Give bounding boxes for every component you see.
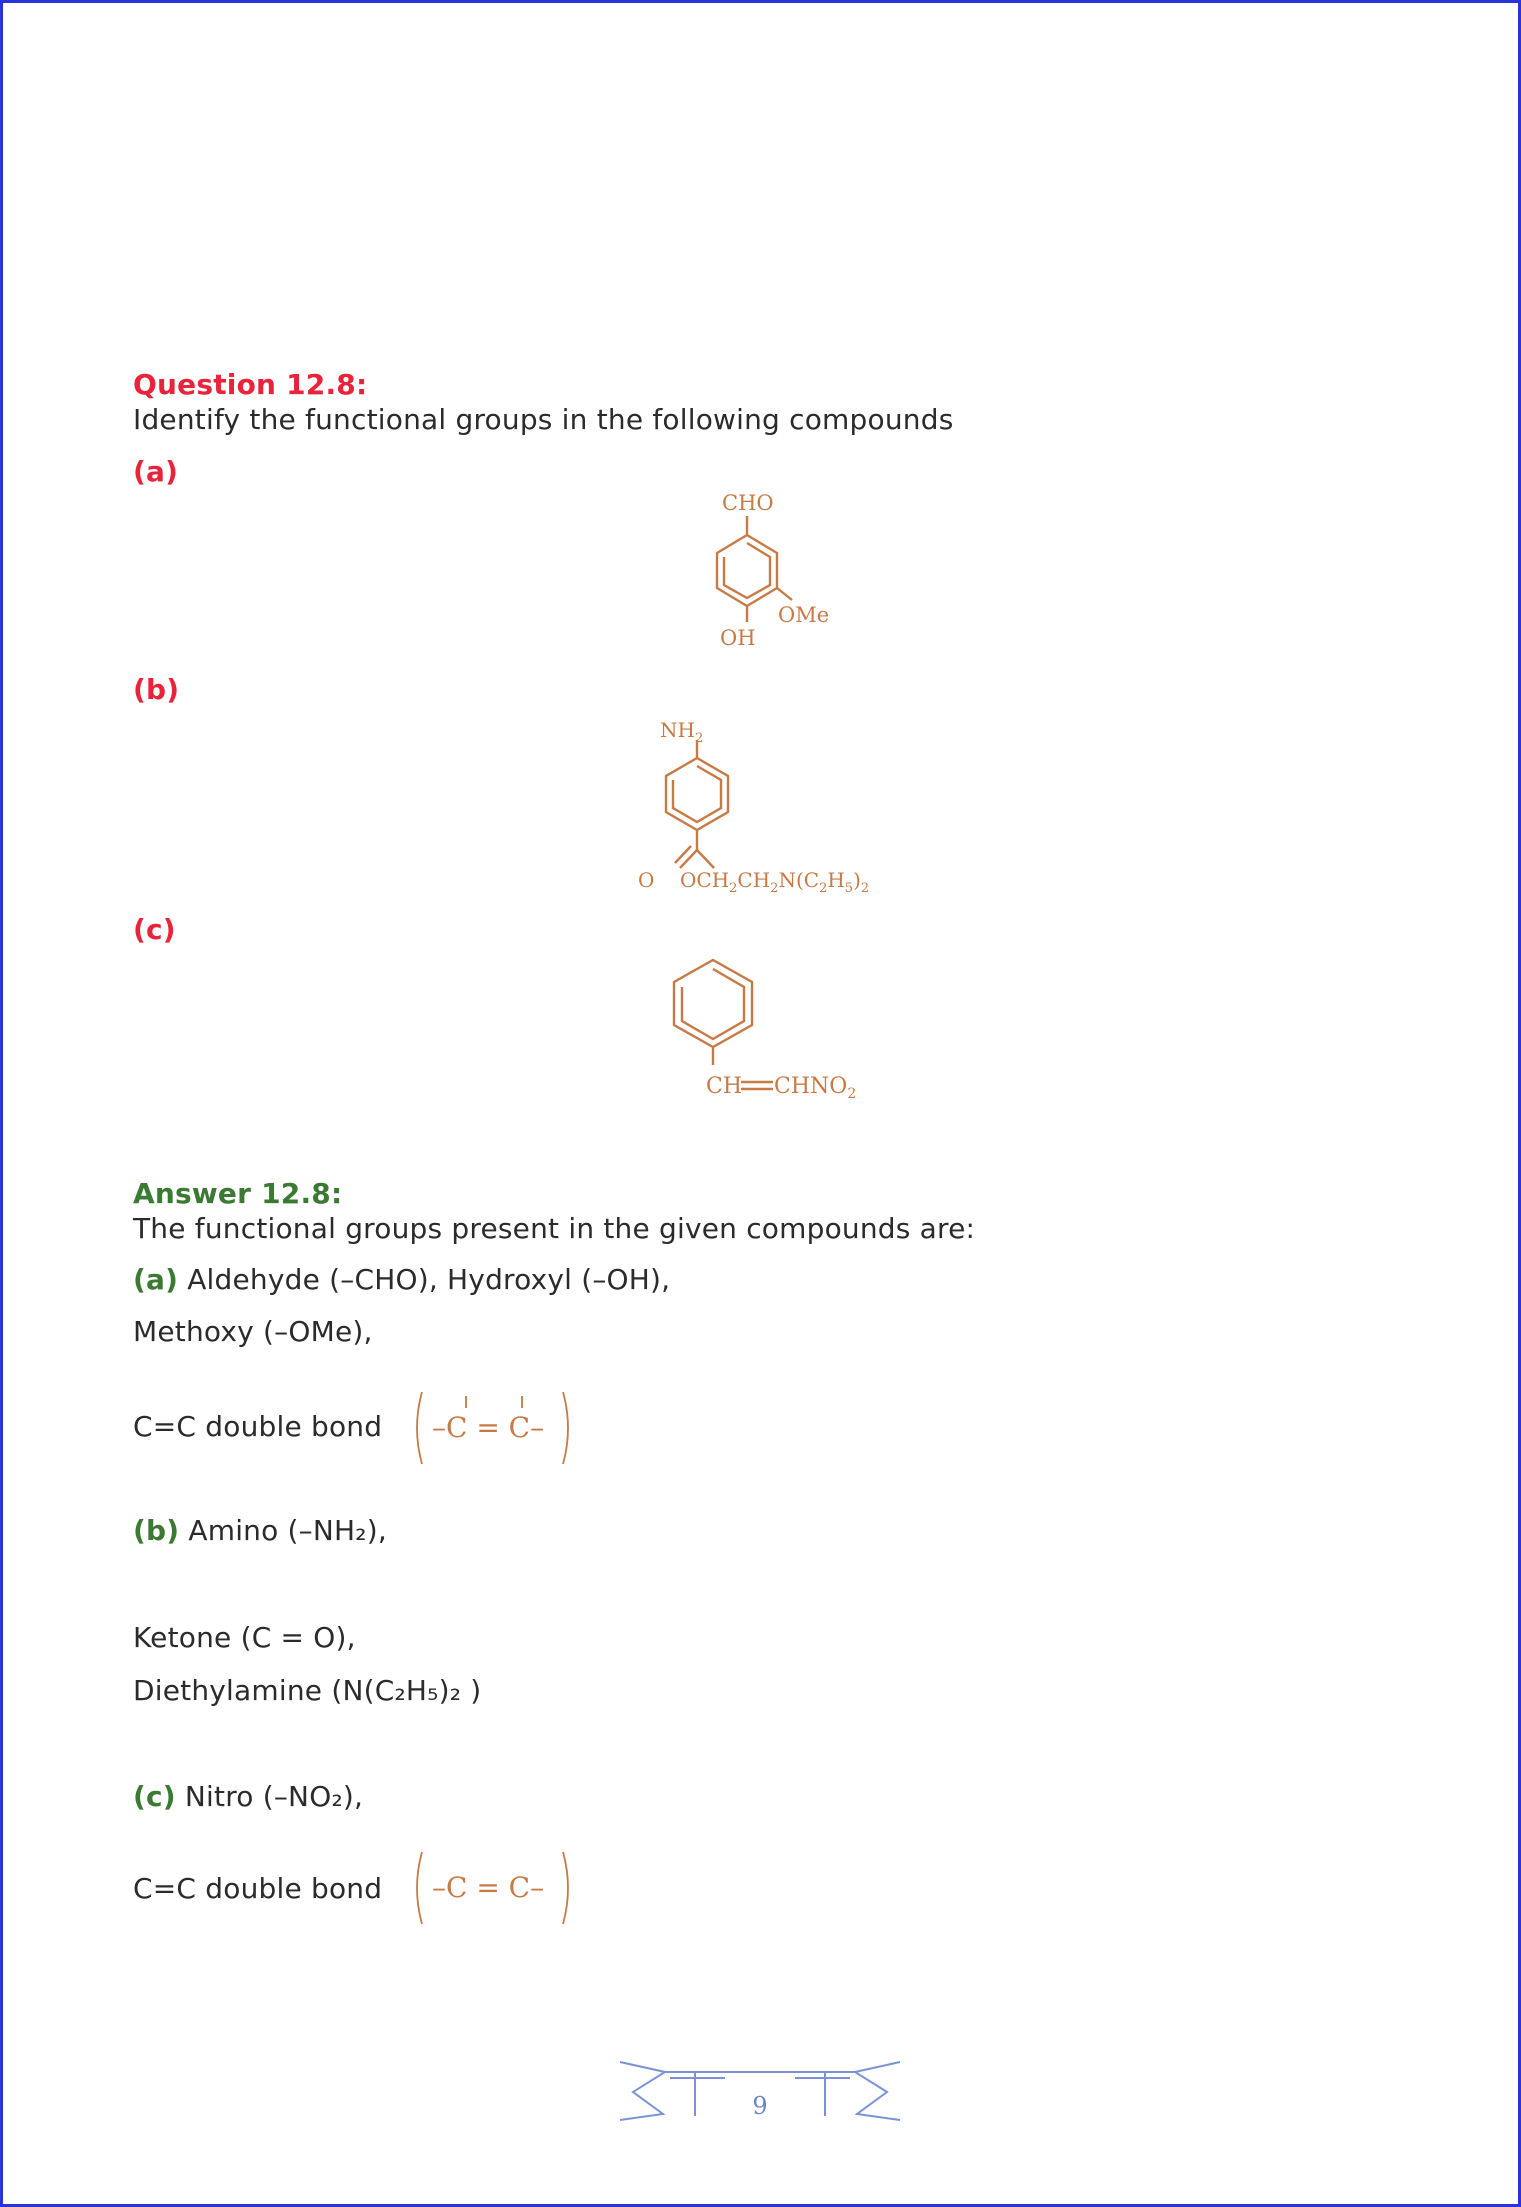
answer-a-line1: (a) Aldehyde (–CHO), Hydroxyl (–OH), — [133, 1263, 671, 1296]
formula-c-text: –C = C– — [432, 1871, 545, 1904]
answer-b-line2: Ketone (C = O), — [133, 1621, 356, 1654]
formula-a-double-bond — [410, 1388, 575, 1470]
answer-c-line1: (c) Nitro (–NO₂), — [133, 1780, 364, 1813]
answer-b-line3: Diethylamine (N(C₂H₅)₂ ) — [133, 1674, 482, 1707]
structure-a-cho: CHO — [722, 491, 774, 515]
question-label-b: (b) — [133, 673, 180, 706]
structure-c-chno2: $CHNO_2$ — [774, 1074, 857, 1102]
structure-a-oh: OH — [720, 626, 756, 650]
formula-a-text: –C = C– — [432, 1411, 545, 1444]
formula-c-double-bond — [410, 1848, 575, 1930]
answer-c-line2: C=C double bond — [133, 1872, 383, 1905]
answer-b-line1: (b) Amino (–NH₂), — [133, 1514, 387, 1547]
answer-intro: The functional groups present in the given compounds are: — [133, 1212, 976, 1245]
question-label-a: (a) — [133, 455, 179, 488]
structure-b-nh: $NH_2$ — [660, 718, 704, 746]
structure-a-ome: OMe — [778, 603, 830, 627]
answer-title: Answer 12.8: — [133, 1177, 343, 1210]
question-prompt: Identify the functional groups in the following compounds — [133, 403, 954, 436]
structure-b-carbonyl-o: O — [638, 868, 655, 892]
answer-a-label: (a) — [133, 1263, 179, 1296]
question-title: Question 12.8: — [133, 368, 368, 401]
question-label-c: (c) — [133, 913, 176, 946]
structure-c-ch: CH — [706, 1074, 743, 1099]
answer-b-label: (b) — [133, 1514, 180, 1547]
structure-b-chain: $OCH_2CH_2N(C_2H_5)_2$ — [680, 868, 870, 896]
answer-c-label: (c) — [133, 1780, 176, 1813]
answer-a-line2: Methoxy (–OMe), — [133, 1315, 373, 1348]
answer-a-line3: C=C double bond — [133, 1410, 383, 1443]
structure-b-procaine — [630, 712, 900, 902]
structure-c-nitrostyrene — [660, 950, 880, 1110]
structure-a-vanillin — [680, 490, 860, 660]
page-number: 9 — [752, 2092, 768, 2120]
